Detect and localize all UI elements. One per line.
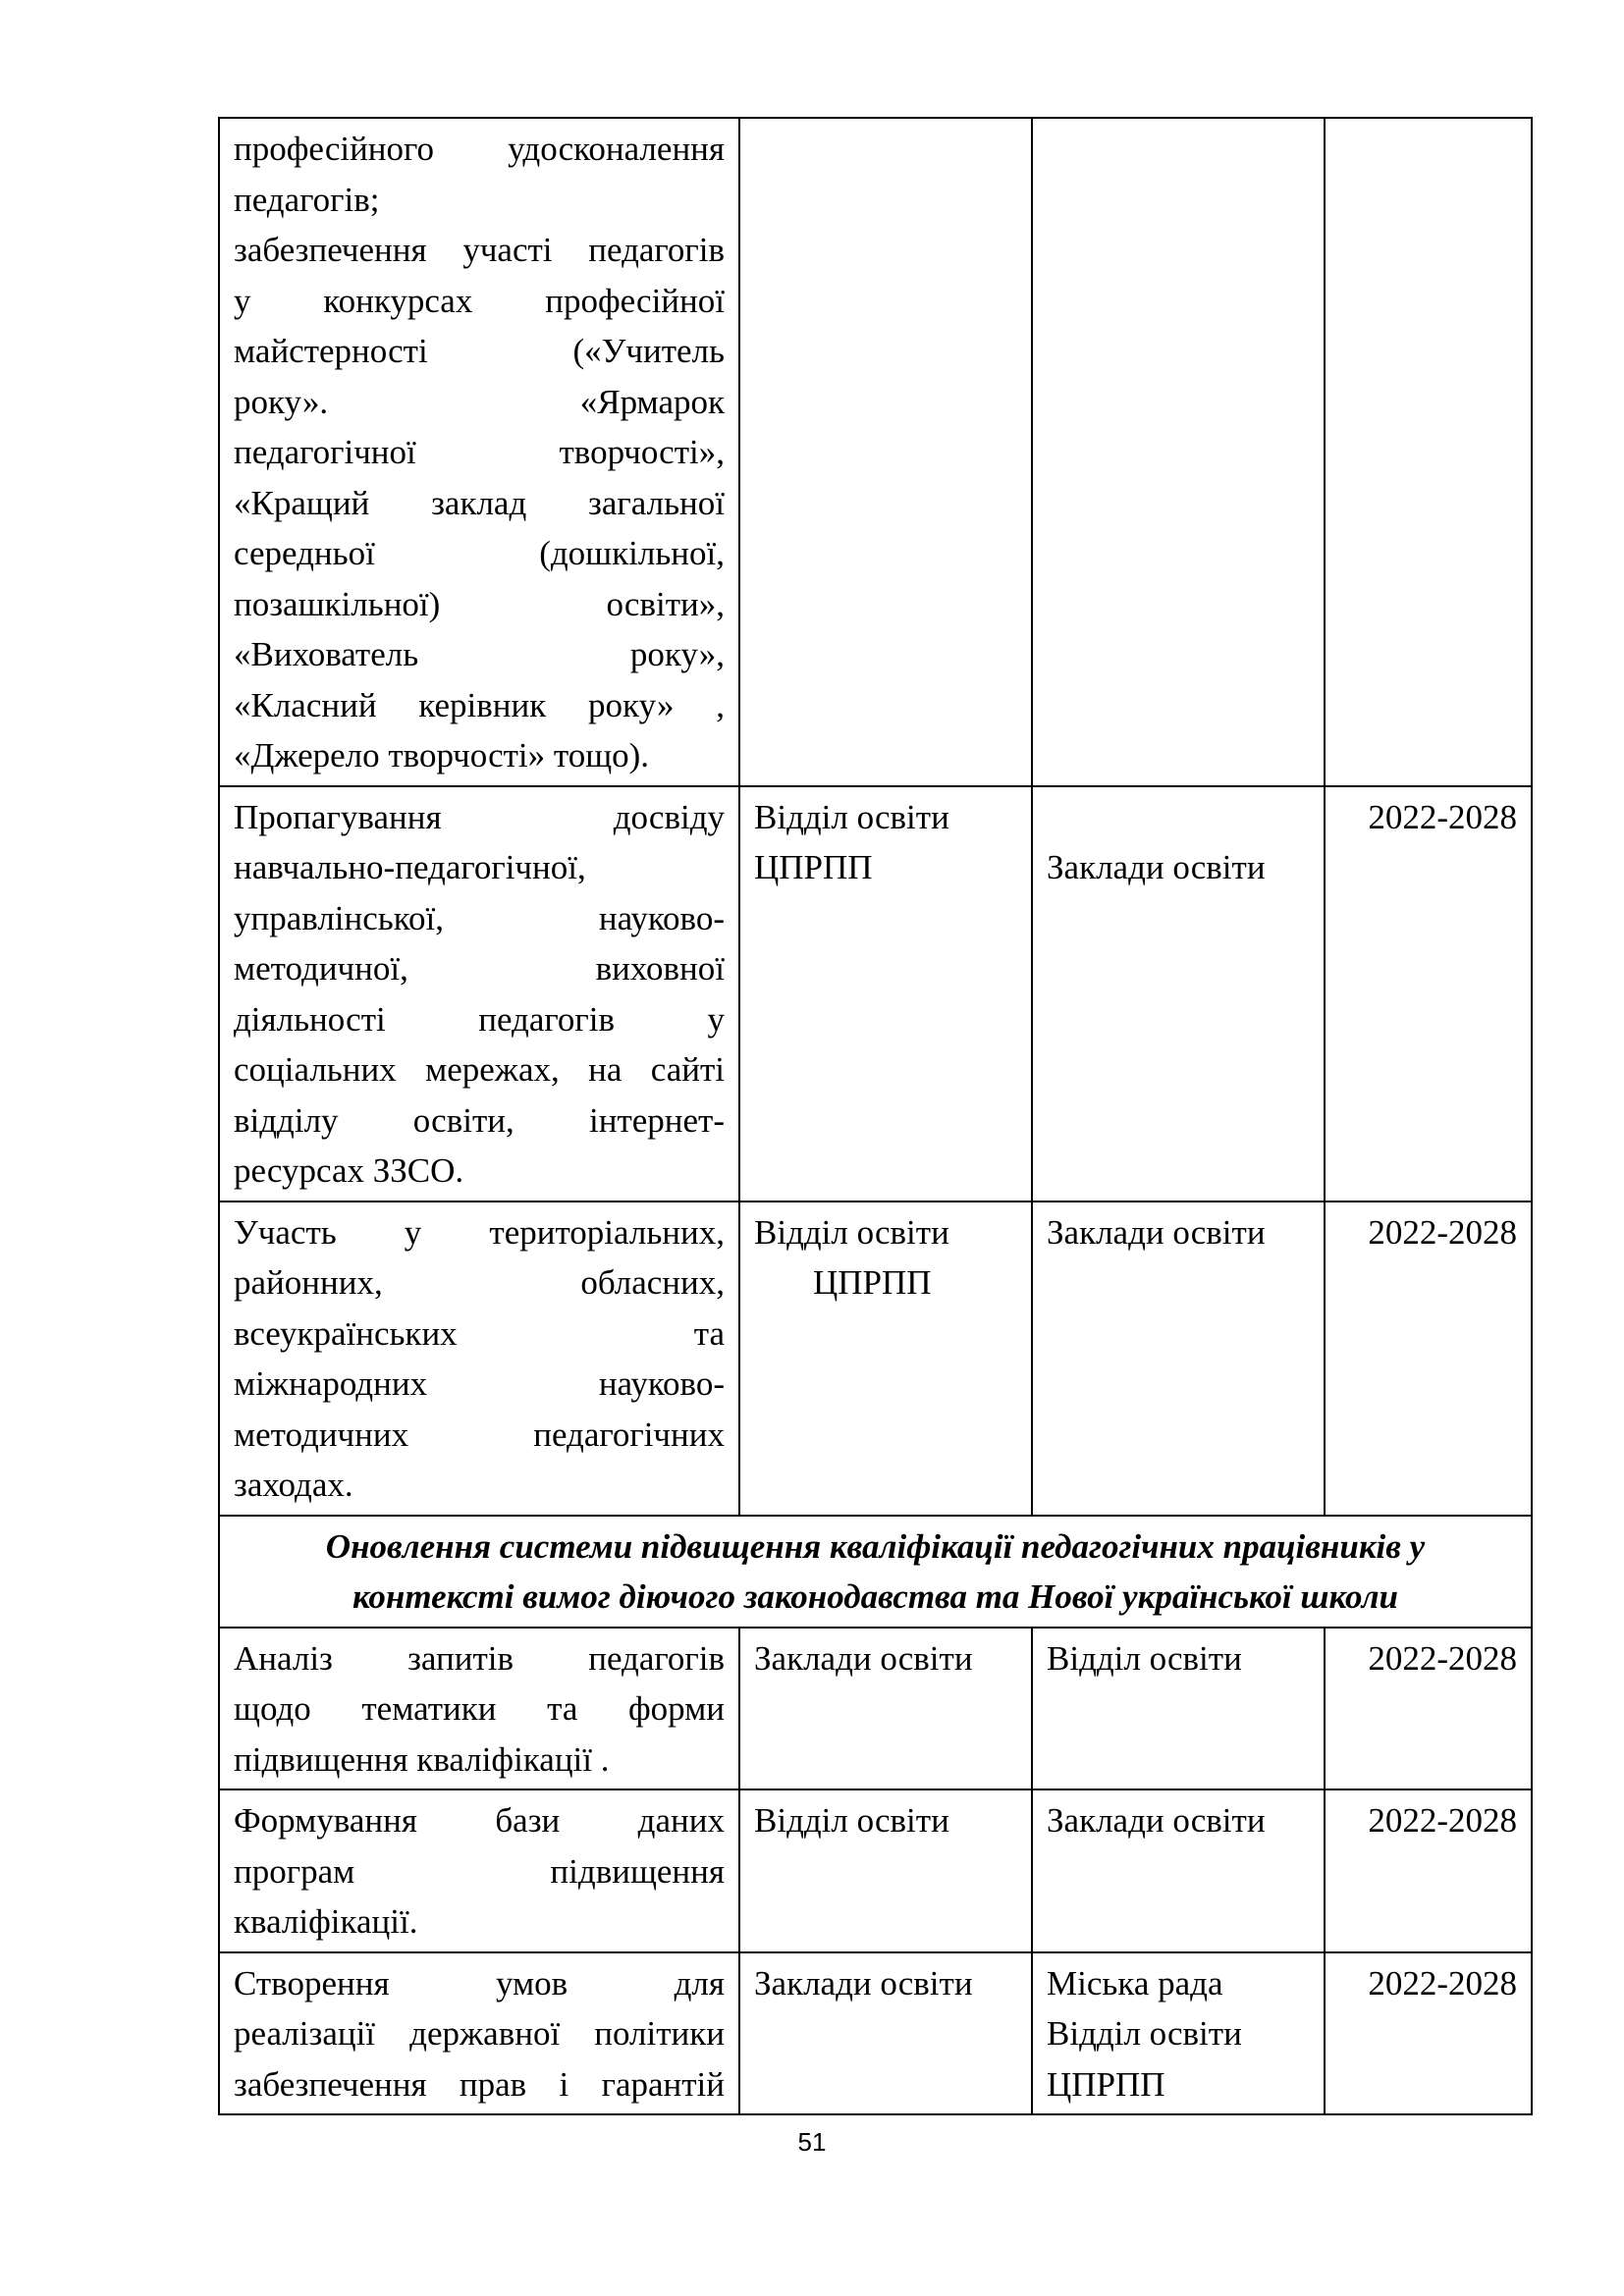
partners-cell bbox=[1032, 786, 1325, 1201]
table-row bbox=[219, 1628, 1532, 1790]
activity-line: педагогічної творчості», bbox=[234, 433, 725, 471]
term-cell bbox=[1325, 1789, 1532, 1952]
activity-line: методичної, виховної bbox=[234, 949, 725, 988]
partners-line: Відділ освіти bbox=[1047, 1638, 1242, 1678]
activity-line: «Джерело творчості» тощо). bbox=[234, 736, 650, 774]
activity-cell bbox=[219, 1628, 739, 1790]
term-cell bbox=[1325, 1952, 1532, 2115]
activity-line: Створення умов для bbox=[234, 1963, 725, 2002]
partners-line: Заклади освіти bbox=[1047, 848, 1266, 886]
term-value: 2022-2028 bbox=[1368, 1963, 1517, 2002]
activity-line: районних, обласних, bbox=[234, 1263, 725, 1302]
partners-line: Заклади освіти bbox=[1047, 1212, 1266, 1252]
page-number: 51 bbox=[797, 2127, 827, 2157]
responsible-cell bbox=[739, 1628, 1032, 1790]
activity-line: кваліфікації. bbox=[234, 1902, 418, 1941]
activity-line: року». «Ярмарок bbox=[234, 382, 725, 421]
partners-line: Відділ освіти bbox=[1047, 2014, 1242, 2053]
activity-line: позашкільної) освіти», bbox=[234, 584, 725, 623]
activity-line: діяльності педагогів у bbox=[234, 999, 725, 1039]
responsible-line: Заклади освіти bbox=[754, 1638, 973, 1678]
partners-cell bbox=[1032, 1201, 1325, 1516]
responsible-cell bbox=[739, 118, 1032, 786]
partners-line bbox=[1047, 792, 1310, 843]
responsible-line: Заклади освіти bbox=[754, 1963, 973, 2002]
activity-line: всеукраїнських та bbox=[234, 1313, 725, 1353]
activity-cell bbox=[219, 1952, 739, 2115]
activity-cell bbox=[219, 118, 739, 786]
term-cell bbox=[1325, 1201, 1532, 1516]
activity-line: професійного удосконалення bbox=[234, 130, 725, 168]
activity-line: у конкурсах професійної bbox=[234, 281, 725, 320]
activity-line: забезпечення прав і гарантій bbox=[234, 2064, 725, 2104]
activity-line: Участь у територіальних, bbox=[234, 1212, 725, 1252]
activity-line: управлінської, науково- bbox=[234, 898, 725, 937]
activity-line: ресурсах ЗЗСО. bbox=[234, 1151, 464, 1190]
activity-cell bbox=[219, 786, 739, 1201]
activity-line: педагогів; bbox=[234, 180, 380, 219]
activity-line: «Вихователь року», bbox=[234, 635, 725, 673]
responsible-line: Відділ освіти bbox=[754, 797, 949, 836]
activity-line: соціальних мережах, на сайті bbox=[234, 1050, 725, 1089]
activity-line: методичних педагогічних bbox=[234, 1415, 725, 1454]
partners-cell bbox=[1032, 1628, 1325, 1790]
responsible-cell bbox=[739, 1201, 1032, 1516]
activity-line: міжнародних науково- bbox=[234, 1364, 725, 1403]
activity-line: Формування бази даних bbox=[234, 1801, 725, 1840]
responsible-line: ЦПРПП bbox=[754, 848, 873, 886]
table-row bbox=[219, 1201, 1532, 1516]
term-cell bbox=[1325, 786, 1532, 1201]
term-value: 2022-2028 bbox=[1368, 1638, 1517, 1678]
activity-line: підвищення кваліфікації . bbox=[234, 1739, 610, 1779]
term-cell bbox=[1325, 1628, 1532, 1790]
activity-line: відділу освіти, інтернет- bbox=[234, 1100, 725, 1140]
responsible-cell bbox=[739, 1789, 1032, 1952]
section-heading-line: Оновлення системи підвищення кваліфікації педагогічних працівників у bbox=[325, 1526, 1426, 1566]
term-value: 2022-2028 bbox=[1368, 1801, 1517, 1840]
responsible-line: Відділ освіти bbox=[754, 1212, 949, 1252]
responsible-cell bbox=[739, 786, 1032, 1201]
term-value: 2022-2028 bbox=[1368, 1212, 1517, 1252]
activity-line: «Класний керівник року» , bbox=[234, 685, 725, 724]
partners-cell bbox=[1032, 1952, 1325, 2115]
activity-line: майстерності («Учитель bbox=[234, 332, 725, 370]
partners-cell bbox=[1032, 1789, 1325, 1952]
activity-line: Пропагування досвіду bbox=[234, 797, 725, 836]
table-row bbox=[219, 1952, 1532, 2115]
activity-line: щодо тематики та форми bbox=[234, 1689, 725, 1728]
table-row bbox=[219, 118, 1532, 786]
activity-line: заходах. bbox=[234, 1466, 353, 1504]
table-row bbox=[219, 786, 1532, 1201]
activity-line: середньої (дошкільної, bbox=[234, 534, 725, 572]
activity-line: навчально-педагогічної, bbox=[234, 848, 586, 886]
section-heading bbox=[219, 1516, 1532, 1628]
activity-cell bbox=[219, 1201, 739, 1516]
activity-line: Аналіз запитів педагогів bbox=[234, 1638, 725, 1678]
activity-cell bbox=[219, 1789, 739, 1952]
responsible-cell bbox=[739, 1952, 1032, 2115]
activity-line: «Кращий заклад загальної bbox=[234, 483, 725, 522]
term-value: 2022-2028 bbox=[1368, 797, 1517, 836]
responsible-line: ЦПРПП bbox=[813, 1263, 932, 1302]
activity-line: реалізації державної політики bbox=[234, 2014, 725, 2053]
partners-line: ЦПРПП bbox=[1047, 2064, 1165, 2104]
section-heading-line: контексті вимог діючого законодавства та Нової української школи bbox=[352, 1577, 1399, 1616]
partners-line: Міська рада bbox=[1047, 1963, 1223, 2002]
measures-table bbox=[218, 117, 1533, 2115]
term-cell bbox=[1325, 118, 1532, 786]
responsible-line: Відділ освіти bbox=[754, 1801, 949, 1840]
activity-line: програм підвищення bbox=[234, 1851, 725, 1891]
partners-cell bbox=[1032, 118, 1325, 786]
table-row bbox=[219, 1789, 1532, 1952]
partners-line: Заклади освіти bbox=[1047, 1801, 1266, 1840]
activity-line: забезпечення участі педагогів bbox=[234, 231, 725, 269]
section-row bbox=[219, 1516, 1532, 1628]
